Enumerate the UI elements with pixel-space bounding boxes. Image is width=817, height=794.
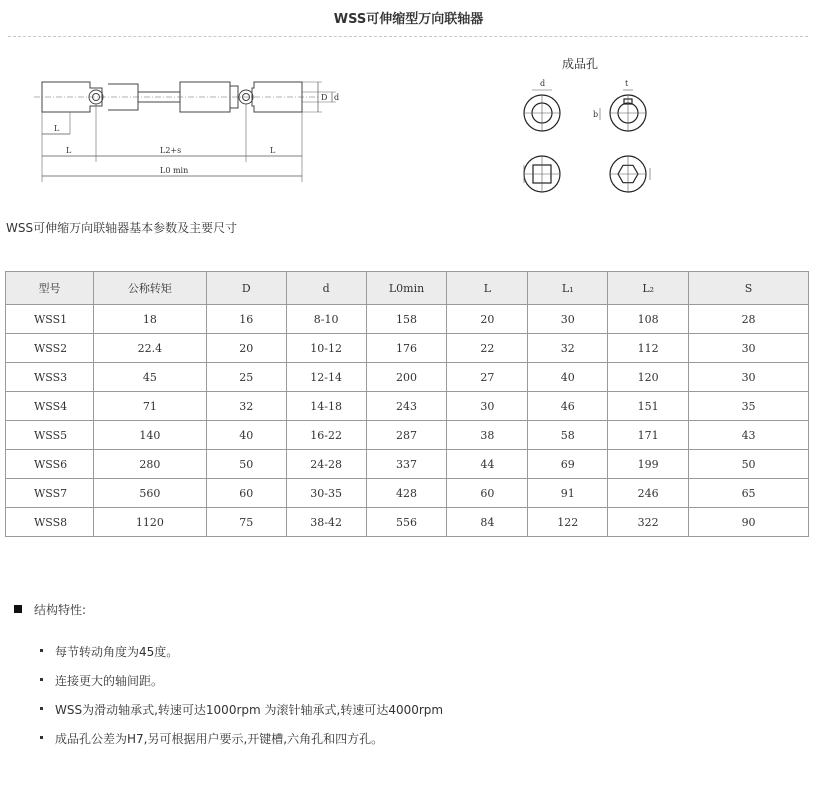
table-cell: 84 <box>447 508 528 537</box>
list-item <box>40 701 443 730</box>
dim-l2s: L2+s <box>160 146 182 155</box>
table-row <box>6 363 809 392</box>
feature-text: WSS为滑动轴承式,转速可达1000rpm 为滚针轴承式,转速可达4000rpm <box>55 703 444 717</box>
table-cell: 46 <box>528 392 608 421</box>
table-cell: 112 <box>608 334 689 363</box>
dim-l-short: L <box>54 124 60 133</box>
table-cell: 65 <box>689 479 809 508</box>
table-cell: 337 <box>366 450 447 479</box>
table-cell: 122 <box>528 508 608 537</box>
table-cell: 10-12 <box>286 334 366 363</box>
table-cell: WSS7 <box>6 479 94 508</box>
table-cell: 75 <box>206 508 286 537</box>
table-caption: WSS可伸缩万向联轴器基本参数及主要尺寸 <box>6 221 238 235</box>
table-cell: WSS4 <box>6 392 94 421</box>
table-cell: 287 <box>366 421 447 450</box>
table-cell: 20 <box>206 334 286 363</box>
table-cell: 69 <box>528 450 608 479</box>
table-row <box>6 305 809 334</box>
feature-text: 成品孔公差为H7,另可根据用户要示,开键槽,六角孔和四方孔。 <box>55 732 384 746</box>
table-cell: 243 <box>366 392 447 421</box>
table-cell: 38-42 <box>286 508 366 537</box>
table-cell: 58 <box>528 421 608 450</box>
table-cell: 43 <box>689 421 809 450</box>
header-d-bore: d <box>286 272 366 305</box>
table-cell: WSS3 <box>6 363 94 392</box>
header-model: 型号 <box>6 272 94 305</box>
table-cell: 171 <box>608 421 689 450</box>
dim-big-d: D <box>321 93 328 102</box>
table-cell: 560 <box>93 479 206 508</box>
header-l1: L₁ <box>528 272 608 305</box>
bore-title: 成品孔 <box>562 57 599 71</box>
table-cell: 1120 <box>93 508 206 537</box>
feature-text: 连接更大的轴间距。 <box>55 674 164 688</box>
table-cell: 20 <box>447 305 528 334</box>
title-divider <box>8 36 808 37</box>
table-cell: 14-18 <box>286 392 366 421</box>
table-cell: 32 <box>528 334 608 363</box>
table-cell: 200 <box>366 363 447 392</box>
page-title: WSS可伸缩型万向联轴器 <box>333 12 484 27</box>
table-row <box>6 421 809 450</box>
table-cell: 22.4 <box>93 334 206 363</box>
table-cell: 91 <box>528 479 608 508</box>
table-cell: 140 <box>93 421 206 450</box>
header-torque: 公称转矩 <box>93 272 206 305</box>
header-s: S <box>689 272 809 305</box>
table-cell: 35 <box>689 392 809 421</box>
feature-text: 每节转动角度为45度。 <box>55 645 179 659</box>
table-cell: 38 <box>447 421 528 450</box>
list-item <box>40 643 443 672</box>
header-l2: L₂ <box>608 272 689 305</box>
bore-label-b: b <box>593 110 599 119</box>
table-cell: WSS6 <box>6 450 94 479</box>
table-cell: 27 <box>447 363 528 392</box>
bullet-icon <box>40 678 43 681</box>
table-cell: 50 <box>206 450 286 479</box>
features-heading <box>14 601 86 618</box>
table-cell: 30 <box>447 392 528 421</box>
table-cell: 90 <box>689 508 809 537</box>
dim-l-right: L <box>270 146 276 155</box>
dim-small-d: d <box>334 93 340 102</box>
table-cell: 12-14 <box>286 363 366 392</box>
table-cell: WSS1 <box>6 305 94 334</box>
table-cell: 322 <box>608 508 689 537</box>
table-cell: 40 <box>206 421 286 450</box>
table-cell: 176 <box>366 334 447 363</box>
table-cell: WSS2 <box>6 334 94 363</box>
header-l0min: L0min <box>366 272 447 305</box>
table-cell: 22 <box>447 334 528 363</box>
table-row <box>6 450 809 479</box>
table-cell: 30 <box>528 305 608 334</box>
table-row <box>6 479 809 508</box>
table-header-row <box>6 272 809 305</box>
header-d-outer: D <box>206 272 286 305</box>
bore-label-d: d <box>540 79 546 88</box>
spec-table <box>5 271 809 537</box>
features-heading-text: 结构特性: <box>34 603 87 617</box>
table-cell: 71 <box>93 392 206 421</box>
table-cell: 50 <box>689 450 809 479</box>
table-cell: 30 <box>689 363 809 392</box>
features-list <box>40 643 443 759</box>
table-cell: 8-10 <box>286 305 366 334</box>
table-cell: 30-35 <box>286 479 366 508</box>
list-item <box>40 730 443 759</box>
bore-label-t: t <box>625 79 629 88</box>
table-cell: 556 <box>366 508 447 537</box>
table-cell: 32 <box>206 392 286 421</box>
table-cell: 30 <box>689 334 809 363</box>
coupling-side-view-drawing <box>20 62 340 192</box>
dim-l-left: L <box>66 146 72 155</box>
table-cell: WSS5 <box>6 421 94 450</box>
table-cell: 246 <box>608 479 689 508</box>
table-cell: 151 <box>608 392 689 421</box>
dim-l0min: L0 min <box>160 166 189 175</box>
table-cell: 60 <box>447 479 528 508</box>
table-row <box>6 508 809 537</box>
table-cell: 16-22 <box>286 421 366 450</box>
table-row <box>6 334 809 363</box>
square-bullet-icon <box>14 605 22 613</box>
table-cell: 16 <box>206 305 286 334</box>
table-cell: 40 <box>528 363 608 392</box>
table-cell: 280 <box>93 450 206 479</box>
bullet-icon <box>40 649 43 652</box>
table-cell: 28 <box>689 305 809 334</box>
bullet-icon <box>40 736 43 739</box>
bullet-icon <box>40 707 43 710</box>
table-cell: 44 <box>447 450 528 479</box>
table-cell: 18 <box>93 305 206 334</box>
table-cell: 108 <box>608 305 689 334</box>
table-row <box>6 392 809 421</box>
table-cell: 428 <box>366 479 447 508</box>
list-item <box>40 672 443 701</box>
table-cell: WSS8 <box>6 508 94 537</box>
table-cell: 158 <box>366 305 447 334</box>
table-cell: 60 <box>206 479 286 508</box>
table-cell: 25 <box>206 363 286 392</box>
table-cell: 24-28 <box>286 450 366 479</box>
bore-types-drawing <box>500 50 660 200</box>
table-cell: 45 <box>93 363 206 392</box>
table-cell: 199 <box>608 450 689 479</box>
header-l: L <box>447 272 528 305</box>
table-cell: 120 <box>608 363 689 392</box>
